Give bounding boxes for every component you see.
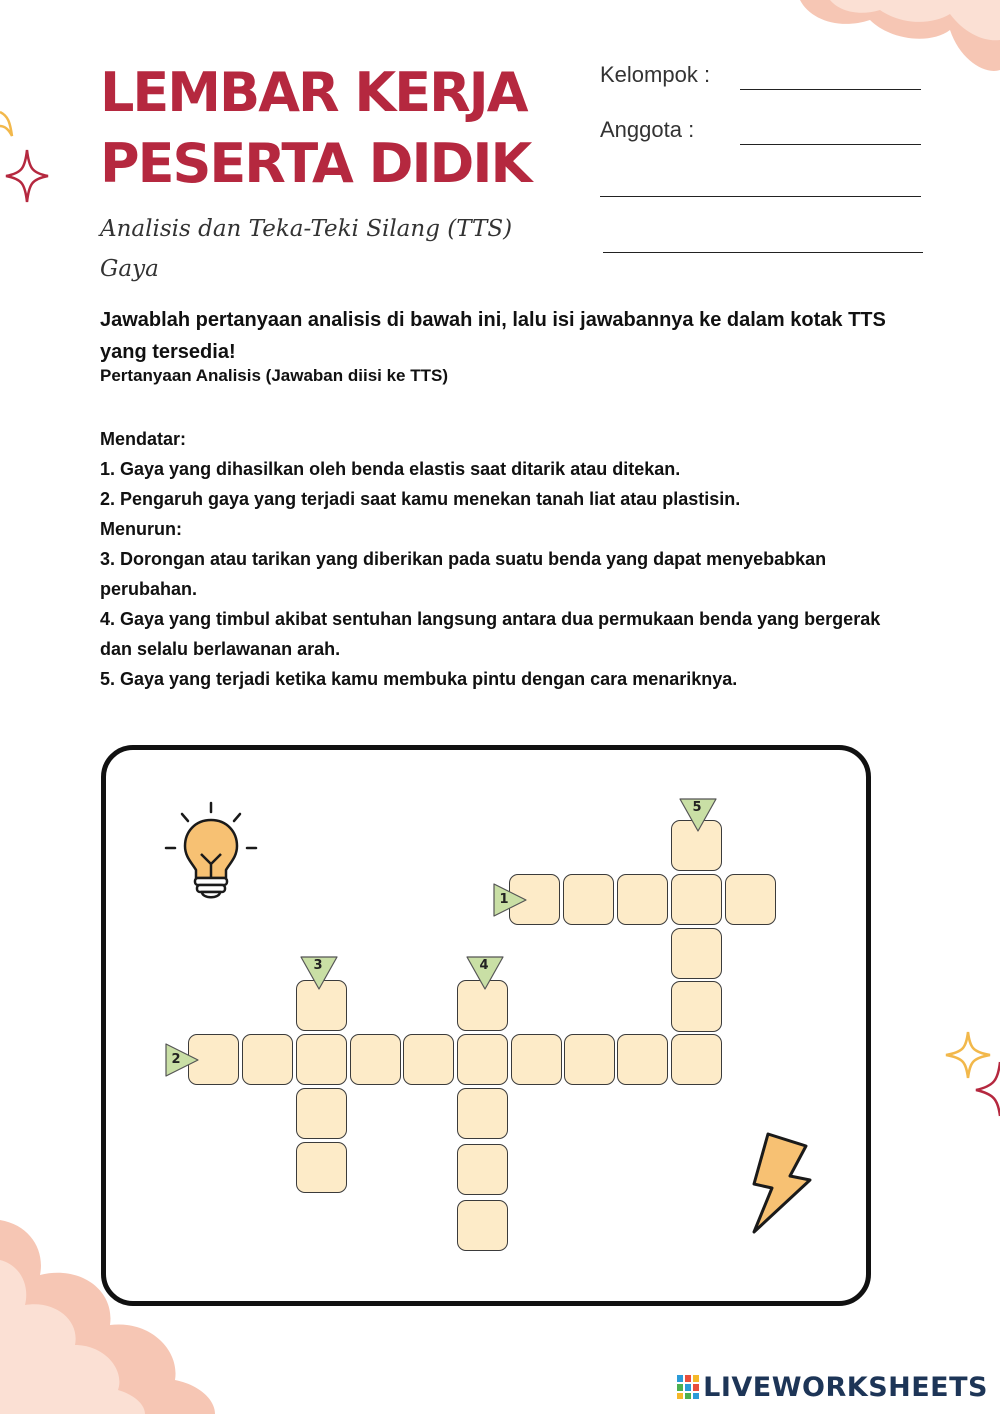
anggota-label: Anggota :	[600, 117, 695, 142]
clue-marker-2	[163, 1041, 201, 1084]
sparkle-icon	[4, 148, 50, 204]
clue-4: 4. Gaya yang timbul akibat sentuhan langsung antara dua permukaan benda yang bergerak dan selalu berlawanan arah.	[100, 609, 881, 659]
crossword-cell[interactable]	[457, 1088, 508, 1139]
crossword-cell[interactable]	[617, 874, 668, 925]
clue-marker-1	[491, 881, 529, 924]
clues-list	[100, 424, 920, 694]
lightning-bolt-icon	[748, 1130, 814, 1236]
crossword-cell[interactable]	[296, 1142, 347, 1193]
crossword-cell[interactable]	[296, 1034, 347, 1085]
menurun-heading: Menurun:	[100, 519, 182, 539]
title-line-1: LEMBAR KERJA	[100, 61, 527, 124]
anggota-input-line-2[interactable]	[600, 196, 921, 197]
crossword-cell[interactable]	[563, 874, 614, 925]
sparkle-icon	[0, 108, 20, 144]
lightbulb-icon	[164, 800, 258, 908]
clue-marker-5	[678, 797, 718, 838]
title-line-2: PESERTA DIDIK	[100, 132, 531, 195]
liveworksheets-text: LIVEWORKSHEETS	[703, 1372, 988, 1403]
clue-3: 3. Dorongan atau tarikan yang diberikan pada suatu benda yang dapat menyebabkan perubahan.	[100, 549, 827, 599]
instructions-main: Jawablah pertanyaan analisis di bawah ini, lalu isi jawabannya ke dalam kotak TTS yang tersedia!	[100, 309, 886, 363]
instructions-sub: Pertanyaan Analisis (Jawaban diisi ke TTS)	[100, 366, 448, 385]
clue-2: 2. Pengaruh gaya yang terjadi saat kamu menekan tanah liat atau plastisin.	[100, 489, 741, 509]
anggota-input-line-3[interactable]	[603, 252, 923, 253]
clue-5: 5. Gaya yang terjadi ketika kamu membuka pintu dengan cara menariknya.	[100, 669, 738, 689]
subtitle-line-2: Gaya	[100, 256, 159, 282]
crossword-cell[interactable]	[671, 874, 722, 925]
crossword-cell[interactable]	[296, 1088, 347, 1139]
anggota-input-line-1[interactable]	[740, 144, 921, 145]
crossword-cell[interactable]	[350, 1034, 401, 1085]
kelompok-label: Kelompok :	[600, 62, 711, 87]
crossword-cell[interactable]	[242, 1034, 293, 1085]
marker-number: 4	[479, 958, 489, 973]
crossword-cell[interactable]	[457, 1034, 508, 1085]
crossword-cell[interactable]	[457, 1144, 508, 1195]
marker-number: 1	[499, 892, 509, 907]
crossword-cell[interactable]	[725, 874, 776, 925]
crossword-cell[interactable]	[403, 1034, 454, 1085]
mendatar-heading: Mendatar:	[100, 429, 187, 449]
crossword-cell[interactable]	[564, 1034, 615, 1085]
page-title	[100, 61, 580, 195]
cloud-decoration-top-right	[760, 0, 1000, 110]
liveworksheets-logo	[677, 1372, 988, 1403]
clue-marker-3	[299, 955, 339, 996]
crossword-cell[interactable]	[617, 1034, 668, 1085]
crossword-cell[interactable]	[671, 981, 722, 1032]
marker-number: 5	[692, 800, 702, 815]
crossword-cell[interactable]	[671, 1034, 722, 1085]
clue-marker-4	[465, 955, 505, 996]
marker-number: 2	[171, 1052, 181, 1067]
marker-number: 3	[313, 958, 323, 973]
subtitle-line-1: Analisis dan Teka-Teki Silang (TTS)	[100, 216, 513, 242]
clue-1: 1. Gaya yang dihasilkan oleh benda elastis saat ditarik atau ditekan.	[100, 459, 681, 479]
sparkle-icon	[974, 1058, 1000, 1118]
kelompok-input-line[interactable]	[740, 89, 921, 90]
crossword-cell[interactable]	[457, 1200, 508, 1251]
crossword-cell[interactable]	[511, 1034, 562, 1085]
liveworksheets-logo-icon	[677, 1375, 699, 1399]
crossword-cell[interactable]	[671, 928, 722, 979]
